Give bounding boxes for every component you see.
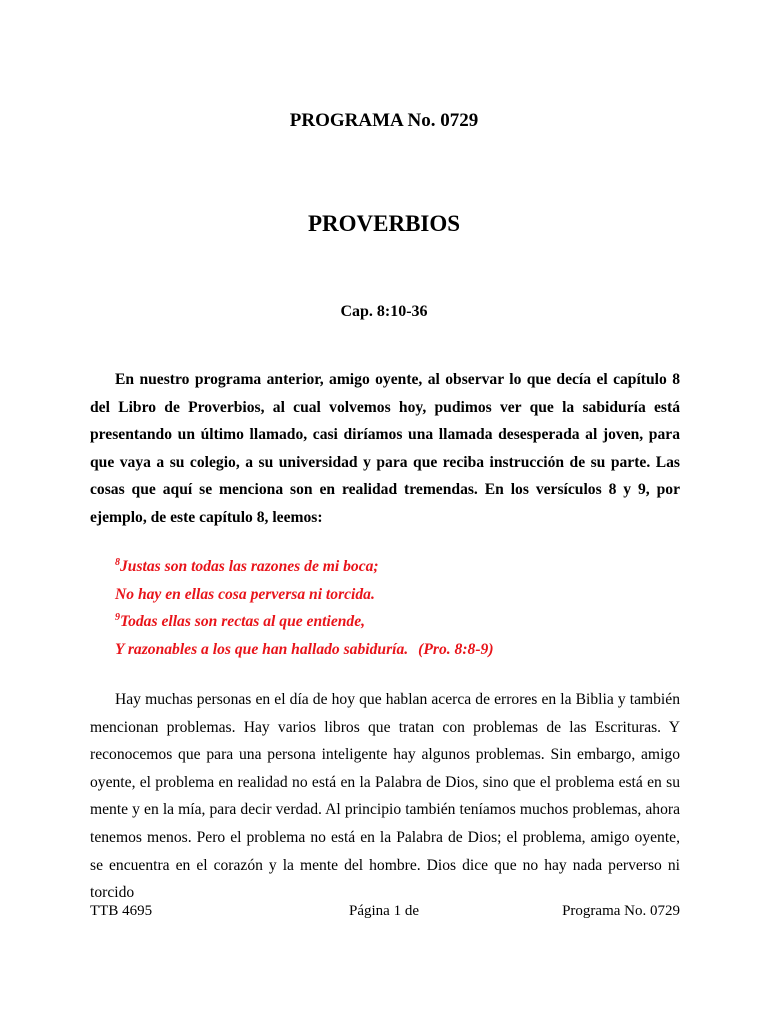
verse-9-text-1: Todas ellas son rectas al que entiende, <box>120 613 366 631</box>
scripture-quote <box>115 553 675 663</box>
verse-number-8: 8 <box>115 556 120 568</box>
verse-8-line-1 <box>115 553 675 581</box>
verse-9-line-1 <box>115 608 675 636</box>
footer-page-number: Página 1 de <box>349 903 419 919</box>
verse-8-text-1: Justas son todas las razones de mi boca; <box>120 558 379 575</box>
verse-8-line-2: No hay en ellas cosa perversa ni torcida. <box>115 585 375 603</box>
footer-program: Programa No. 0729 <box>562 903 680 919</box>
verse-9-text-2: Y razonables a los que han hallado sabiduría. <box>115 640 409 658</box>
program-title: PROGRAMA No. 0729 <box>289 110 479 131</box>
chapter-reference: Cap. 8:10-36 <box>340 303 428 320</box>
intro-paragraph: En nuestro programa anterior, amigo oyente, al observar lo que decía el capítulo 8 del Libro de Proverbios, al cual volvemos hoy, pudimos ver que la sabiduría está presentando un último llamado, casi diríamos una llamada desesperada al joven, para que vaya a su colegio, a su universidad y para que reciba instrucción de su parte. Las cosas que aquí se menciona son en realidad tremendas. En los versículos 8 y 9, por ejemplo, de este capítulo 8, leemos: <box>90 371 680 526</box>
verse-9-line-2 <box>115 636 675 664</box>
verse-citation: (Pro. 8:8-9) <box>418 640 494 658</box>
footer-code: TTB 4695 <box>90 903 153 919</box>
body-paragraph: Hay muchas personas en el día de hoy que hablan acerca de errores en la Biblia y también mencionan problemas. Hay varios libros que tratan con problemas de las Escrituras. Y reconocemos que para una persona inteligente hay algunos problemas. Sin embargo, amigo oyente, el problema en realidad no está en la Palabra de Dios, sino que el problema está en su mente y en la mía, para decir verdad. Al principio también teníamos muchos problemas, ahora tenemos menos. Pero el problema no está en la Palabra de Dios; el problema, amigo oyente, se encuentra en el corazón y la mente del hombre. Dios dice que no hay nada perverso ni torcido <box>90 691 680 902</box>
verse-number-9: 9 <box>115 612 120 623</box>
book-title: PROVERBIOS <box>307 211 461 236</box>
